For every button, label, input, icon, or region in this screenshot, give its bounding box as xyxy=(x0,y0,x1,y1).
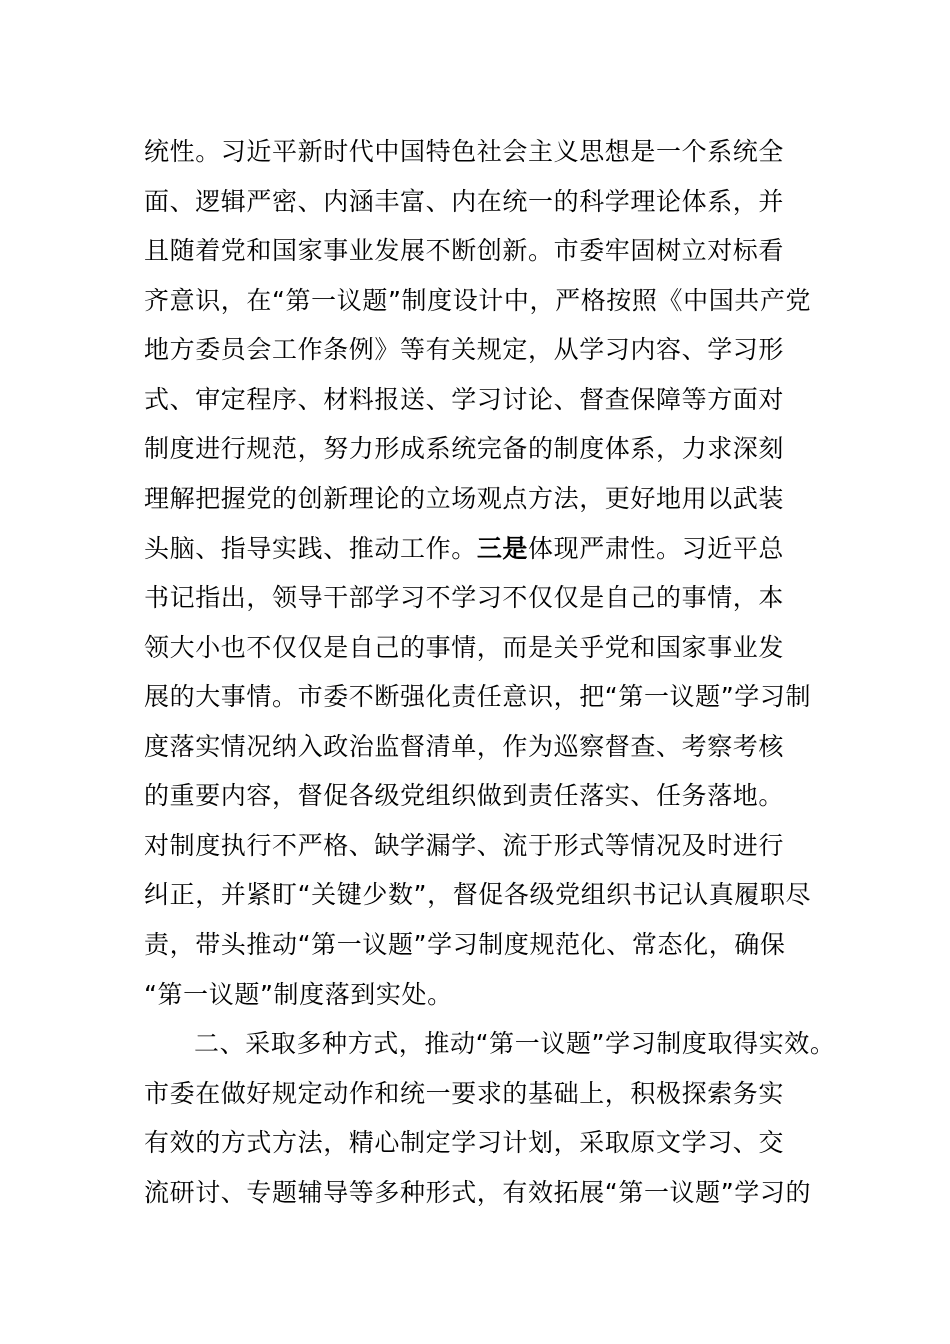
text-line: 展的大事情。市委不断强化责任意识，把“第一议题”学习制 xyxy=(144,682,812,711)
text-line: 领大小也不仅仅是自己的事情，而是关乎党和国家事业发 xyxy=(144,633,785,662)
text-line: 有效的方式方法，精心制定学习计划，采取原文学习、交 xyxy=(144,1128,785,1157)
text-line: 且随着党和国家事业发展不断创新。市委牢固树立对标看 xyxy=(144,236,785,265)
bold-emphasis: 三是 xyxy=(476,534,529,563)
text-line: 理解把握党的创新理论的立场观点方法，更好地用以武装 xyxy=(144,484,785,513)
text-line: 市委在做好规定动作和统一要求的基础上，积极探索务实 xyxy=(144,1079,785,1108)
line-segment: 体现严肃性。习近平总 xyxy=(528,534,785,563)
text-line: 纠正，并紧盯“关键少数”，督促各级党组织书记认真履职尽 xyxy=(144,880,812,909)
text-line: “第一议题”制度落到实处。 xyxy=(144,980,453,1009)
text-line: 书记指出，领导干部学习不学习不仅仅是自己的事情，本 xyxy=(144,583,785,612)
section-heading-line: 二、采取多种方式，推动“第一议题”学习制度取得实效。 xyxy=(194,1029,836,1058)
text-line: 式、审定程序、材料报送、学习讨论、督查保障等方面对 xyxy=(144,385,785,414)
text-line: 齐意识，在“第一议题”制度设计中，严格按照《中国共产党 xyxy=(144,286,812,315)
text-line: 对制度执行不严格、缺学漏学、流于形式等情况及时进行 xyxy=(144,831,785,860)
line-segment: 头脑、指导实践、推动工作。 xyxy=(144,534,477,563)
text-line: 面、逻辑严密、内涵丰富、内在统一的科学理论体系，并 xyxy=(144,187,785,216)
text-line: 的重要内容，督促各级党组织做到责任落实、任务落地。 xyxy=(144,781,785,810)
text-line: 责，带头推动“第一议题”学习制度规范化、常态化，确保 xyxy=(144,930,786,959)
text-line: 度落实情况纳入政治监督清单，作为巡察督查、考察考核 xyxy=(144,732,785,761)
text-line: 流研讨、专题辅导等多种形式，有效拓展“第一议题”学习的 xyxy=(144,1178,812,1207)
text-line: 统性。习近平新时代中国特色社会主义思想是一个系统全 xyxy=(144,137,785,166)
text-line: 制度进行规范，努力形成系统完备的制度体系，力求深刻 xyxy=(144,434,785,463)
text-line: 地方委员会工作条例》等有关规定，从学习内容、学习形 xyxy=(144,335,785,364)
text-line xyxy=(144,534,784,564)
